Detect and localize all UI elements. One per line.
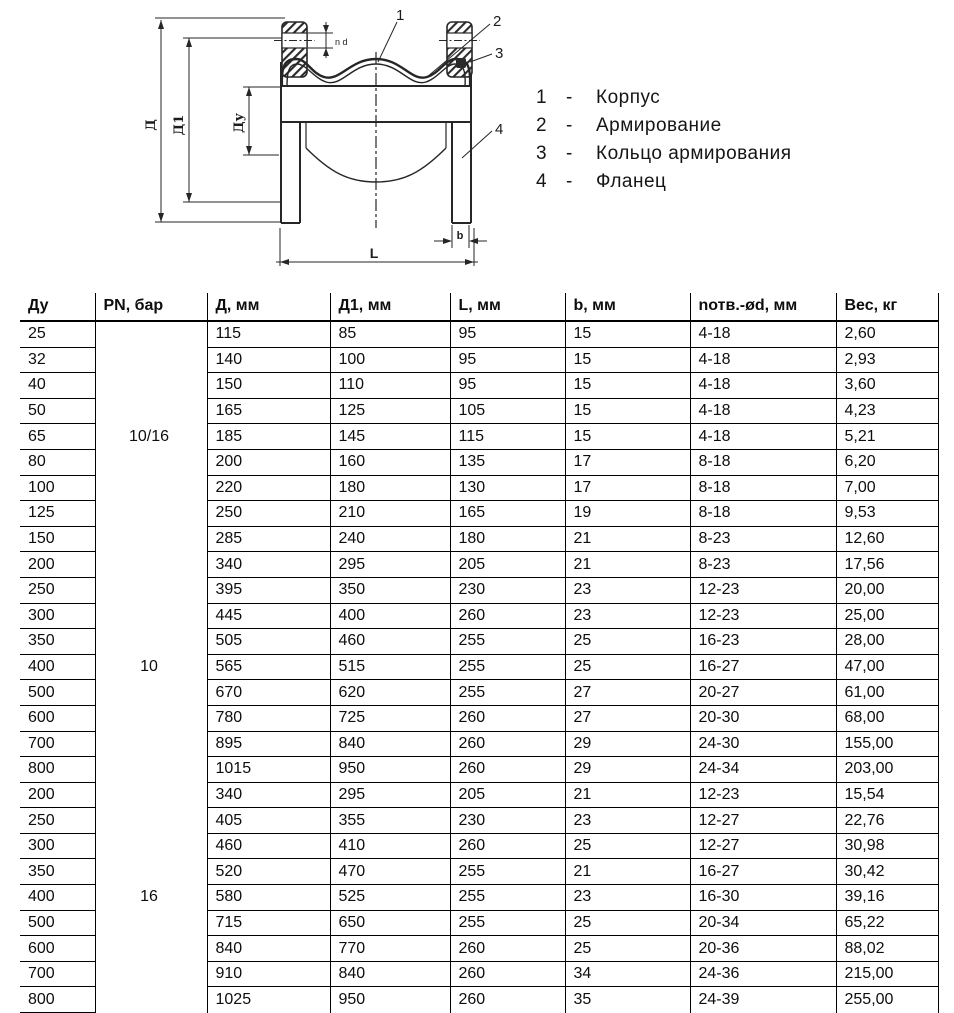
cell-du: 700	[20, 731, 95, 757]
column-header-weight: Вес, кг	[836, 293, 938, 321]
cell-holes: 24-36	[690, 961, 836, 987]
table-row	[20, 321, 938, 347]
cell-holes: 16-23	[690, 629, 836, 655]
cell-d1: 650	[330, 910, 450, 936]
left-flange-section	[282, 22, 307, 77]
cell-weight: 88,02	[836, 936, 938, 962]
cell-du: 700	[20, 961, 95, 987]
cell-d1: 460	[330, 629, 450, 655]
legend-item	[536, 112, 792, 140]
cell-l: 255	[450, 859, 565, 885]
legend-dash: -	[566, 171, 573, 192]
cell-holes: 20-34	[690, 910, 836, 936]
cell-d1: 295	[330, 552, 450, 578]
cell-d1: 85	[330, 321, 450, 347]
cell-weight: 17,56	[836, 552, 938, 578]
cell-d1: 110	[330, 373, 450, 399]
joint-body	[274, 22, 480, 228]
cell-du: 500	[20, 680, 95, 706]
cell-b: 35	[565, 987, 690, 1013]
cell-l: 95	[450, 321, 565, 347]
cell-weight: 22,76	[836, 808, 938, 834]
cell-b: 21	[565, 782, 690, 808]
cell-holes: 4-18	[690, 347, 836, 373]
cell-d1: 350	[330, 577, 450, 603]
cell-b: 23	[565, 885, 690, 911]
cell-d1: 295	[330, 782, 450, 808]
cell-d: 670	[207, 680, 330, 706]
cell-l: 230	[450, 808, 565, 834]
column-header-du: Ду	[20, 293, 95, 321]
legend-label: Фланец	[596, 171, 667, 192]
reinforcement-ring	[456, 58, 466, 68]
cell-weight: 15,54	[836, 782, 938, 808]
cell-d1: 160	[330, 449, 450, 475]
legend-number: 2	[536, 115, 547, 136]
cell-du: 40	[20, 373, 95, 399]
dimensions	[155, 18, 492, 266]
column-header-d: Д, мм	[207, 293, 330, 321]
cell-du: 125	[20, 501, 95, 527]
cell-l: 205	[450, 782, 565, 808]
cell-l: 260	[450, 961, 565, 987]
cell-d: 460	[207, 833, 330, 859]
cell-holes: 12-23	[690, 577, 836, 603]
cell-d: 780	[207, 705, 330, 731]
cell-d1: 770	[330, 936, 450, 962]
dim-label-du: Ду	[232, 113, 247, 133]
cell-holes: 20-27	[690, 680, 836, 706]
cell-d: 340	[207, 782, 330, 808]
cell-d1: 950	[330, 757, 450, 783]
cell-b: 17	[565, 475, 690, 501]
cell-d1: 410	[330, 833, 450, 859]
column-header-b: b, мм	[565, 293, 690, 321]
cell-b: 21	[565, 526, 690, 552]
callout-4: 4	[495, 121, 504, 138]
cell-l: 115	[450, 424, 565, 450]
cell-d: 340	[207, 552, 330, 578]
cell-holes: 20-36	[690, 936, 836, 962]
cell-d1: 840	[330, 731, 450, 757]
cell-d: 405	[207, 808, 330, 834]
legend-item	[536, 140, 792, 168]
cell-d: 715	[207, 910, 330, 936]
cell-du: 32	[20, 347, 95, 373]
cell-d: 840	[207, 936, 330, 962]
cell-holes: 12-23	[690, 782, 836, 808]
cell-l: 130	[450, 475, 565, 501]
cell-du: 50	[20, 398, 95, 424]
cell-d1: 210	[330, 501, 450, 527]
cell-du: 65	[20, 424, 95, 450]
cell-weight: 6,20	[836, 449, 938, 475]
cell-b: 15	[565, 373, 690, 399]
cell-b: 34	[565, 961, 690, 987]
cell-b: 21	[565, 859, 690, 885]
cell-d: 580	[207, 885, 330, 911]
cell-weight: 25,00	[836, 603, 938, 629]
legend-label: Корпус	[596, 87, 661, 108]
cell-d: 150	[207, 373, 330, 399]
cell-l: 255	[450, 654, 565, 680]
cell-d: 1015	[207, 757, 330, 783]
legend-label: Кольцо армирования	[596, 143, 792, 164]
cell-b: 15	[565, 347, 690, 373]
cell-weight: 3,60	[836, 373, 938, 399]
cell-du: 80	[20, 449, 95, 475]
callout-1: 1	[396, 7, 405, 24]
cell-b: 15	[565, 398, 690, 424]
cell-weight: 155,00	[836, 731, 938, 757]
cell-b: 25	[565, 654, 690, 680]
cell-weight: 2,60	[836, 321, 938, 347]
cell-d1: 525	[330, 885, 450, 911]
cell-pn: 10/16	[95, 321, 207, 552]
cell-weight: 39,16	[836, 885, 938, 911]
cell-du: 350	[20, 859, 95, 885]
cell-b: 19	[565, 501, 690, 527]
cell-weight: 61,00	[836, 680, 938, 706]
cell-d: 445	[207, 603, 330, 629]
cell-l: 260	[450, 987, 565, 1013]
cell-holes: 16-30	[690, 885, 836, 911]
cell-du: 400	[20, 654, 95, 680]
callout-3: 3	[495, 45, 504, 62]
dim-label-d: Д	[144, 119, 159, 131]
cell-b: 25	[565, 910, 690, 936]
cell-holes: 4-18	[690, 398, 836, 424]
spec-table-body	[20, 321, 938, 1013]
table-row	[20, 552, 938, 578]
cell-weight: 28,00	[836, 629, 938, 655]
cell-du: 250	[20, 577, 95, 603]
cell-holes: 8-23	[690, 552, 836, 578]
cell-du: 800	[20, 757, 95, 783]
cell-du: 200	[20, 782, 95, 808]
cell-weight: 30,98	[836, 833, 938, 859]
cell-d: 1025	[207, 987, 330, 1013]
cell-du: 350	[20, 629, 95, 655]
cell-d: 395	[207, 577, 330, 603]
cell-d1: 725	[330, 705, 450, 731]
cell-holes: 16-27	[690, 859, 836, 885]
spec-table	[20, 293, 939, 1013]
cell-l: 165	[450, 501, 565, 527]
technical-drawing	[130, 0, 522, 282]
dim-label-b: b	[456, 230, 464, 242]
cell-d1: 840	[330, 961, 450, 987]
cell-holes: 12-27	[690, 833, 836, 859]
cell-holes: 12-23	[690, 603, 836, 629]
table-header-row	[20, 293, 938, 321]
cell-l: 255	[450, 680, 565, 706]
cell-weight: 12,60	[836, 526, 938, 552]
cell-holes: 24-34	[690, 757, 836, 783]
cell-d: 565	[207, 654, 330, 680]
cell-b: 23	[565, 808, 690, 834]
legend-dash: -	[566, 87, 573, 108]
cell-d: 505	[207, 629, 330, 655]
legend-item	[536, 84, 792, 112]
cell-weight: 215,00	[836, 961, 938, 987]
dim-label-l: L	[369, 245, 379, 261]
cell-d: 895	[207, 731, 330, 757]
cell-du: 300	[20, 603, 95, 629]
cell-l: 260	[450, 731, 565, 757]
cell-holes: 8-18	[690, 475, 836, 501]
cell-d1: 470	[330, 859, 450, 885]
column-header-l: L, мм	[450, 293, 565, 321]
cell-holes: 4-18	[690, 321, 836, 347]
cell-pn: 10	[95, 552, 207, 782]
cell-du: 25	[20, 321, 95, 347]
cell-b: 23	[565, 603, 690, 629]
cell-d: 250	[207, 501, 330, 527]
cell-holes: 24-39	[690, 987, 836, 1013]
cell-d: 115	[207, 321, 330, 347]
cell-l: 105	[450, 398, 565, 424]
cell-weight: 20,00	[836, 577, 938, 603]
cell-holes: 20-30	[690, 705, 836, 731]
legend-dash: -	[566, 115, 573, 136]
dim-label-nd: n d	[335, 37, 348, 47]
cell-weight: 203,00	[836, 757, 938, 783]
column-header-d1: Д1, мм	[330, 293, 450, 321]
cell-du: 800	[20, 987, 95, 1013]
cell-b: 25	[565, 629, 690, 655]
cell-b: 29	[565, 731, 690, 757]
cell-weight: 68,00	[836, 705, 938, 731]
cell-b: 21	[565, 552, 690, 578]
cell-holes: 4-18	[690, 373, 836, 399]
cell-d1: 100	[330, 347, 450, 373]
cell-du: 600	[20, 936, 95, 962]
column-header-pn: PN, бар	[95, 293, 207, 321]
cell-weight: 65,22	[836, 910, 938, 936]
cell-l: 260	[450, 936, 565, 962]
legend-label: Армирование	[596, 115, 722, 136]
cell-d1: 125	[330, 398, 450, 424]
legend-number: 4	[536, 171, 547, 192]
cell-d1: 620	[330, 680, 450, 706]
legend-number: 3	[536, 143, 547, 164]
cell-l: 260	[450, 833, 565, 859]
cell-l: 205	[450, 552, 565, 578]
cell-du: 400	[20, 885, 95, 911]
cell-weight: 7,00	[836, 475, 938, 501]
cell-weight: 5,21	[836, 424, 938, 450]
cell-weight: 4,23	[836, 398, 938, 424]
cell-weight: 255,00	[836, 987, 938, 1013]
cell-l: 230	[450, 577, 565, 603]
cell-holes: 8-18	[690, 449, 836, 475]
cell-b: 15	[565, 321, 690, 347]
cell-l: 95	[450, 373, 565, 399]
cell-holes: 16-27	[690, 654, 836, 680]
callout-2: 2	[493, 13, 502, 30]
cell-l: 260	[450, 757, 565, 783]
legend-item	[536, 168, 792, 196]
cell-l: 255	[450, 629, 565, 655]
cell-du: 150	[20, 526, 95, 552]
cell-b: 27	[565, 705, 690, 731]
cell-l: 135	[450, 449, 565, 475]
dim-label-d1: Д1	[172, 114, 187, 136]
cell-holes: 12-27	[690, 808, 836, 834]
cell-l: 180	[450, 526, 565, 552]
cell-l: 95	[450, 347, 565, 373]
cell-d: 140	[207, 347, 330, 373]
cell-d: 520	[207, 859, 330, 885]
cell-d: 285	[207, 526, 330, 552]
cell-d: 910	[207, 961, 330, 987]
cell-d1: 145	[330, 424, 450, 450]
cell-l: 255	[450, 885, 565, 911]
cell-weight: 30,42	[836, 859, 938, 885]
cell-d: 200	[207, 449, 330, 475]
cell-b: 15	[565, 424, 690, 450]
cell-b: 27	[565, 680, 690, 706]
cell-d1: 950	[330, 987, 450, 1013]
cell-d1: 400	[330, 603, 450, 629]
cell-du: 100	[20, 475, 95, 501]
column-header-holes: nотв.-ød, мм	[690, 293, 836, 321]
cell-holes: 24-30	[690, 731, 836, 757]
cell-du: 300	[20, 833, 95, 859]
cell-d1: 355	[330, 808, 450, 834]
cell-du: 200	[20, 552, 95, 578]
cell-b: 17	[565, 449, 690, 475]
cell-d: 185	[207, 424, 330, 450]
legend-dash: -	[566, 143, 573, 164]
cell-b: 29	[565, 757, 690, 783]
cell-weight: 47,00	[836, 654, 938, 680]
cell-weight: 2,93	[836, 347, 938, 373]
cell-du: 500	[20, 910, 95, 936]
cell-d: 165	[207, 398, 330, 424]
cell-d: 220	[207, 475, 330, 501]
legend-number: 1	[536, 87, 547, 108]
cell-b: 25	[565, 833, 690, 859]
cell-du: 250	[20, 808, 95, 834]
cell-b: 25	[565, 936, 690, 962]
cell-l: 255	[450, 910, 565, 936]
cell-holes: 8-23	[690, 526, 836, 552]
cell-d1: 240	[330, 526, 450, 552]
cell-d1: 515	[330, 654, 450, 680]
cell-d1: 180	[330, 475, 450, 501]
cell-holes: 8-18	[690, 501, 836, 527]
cell-b: 23	[565, 577, 690, 603]
cell-pn: 16	[95, 782, 207, 1012]
cell-holes: 4-18	[690, 424, 836, 450]
legend	[536, 84, 792, 196]
cell-du: 600	[20, 705, 95, 731]
cell-l: 260	[450, 603, 565, 629]
cell-weight: 9,53	[836, 501, 938, 527]
cell-l: 260	[450, 705, 565, 731]
table-row	[20, 782, 938, 808]
